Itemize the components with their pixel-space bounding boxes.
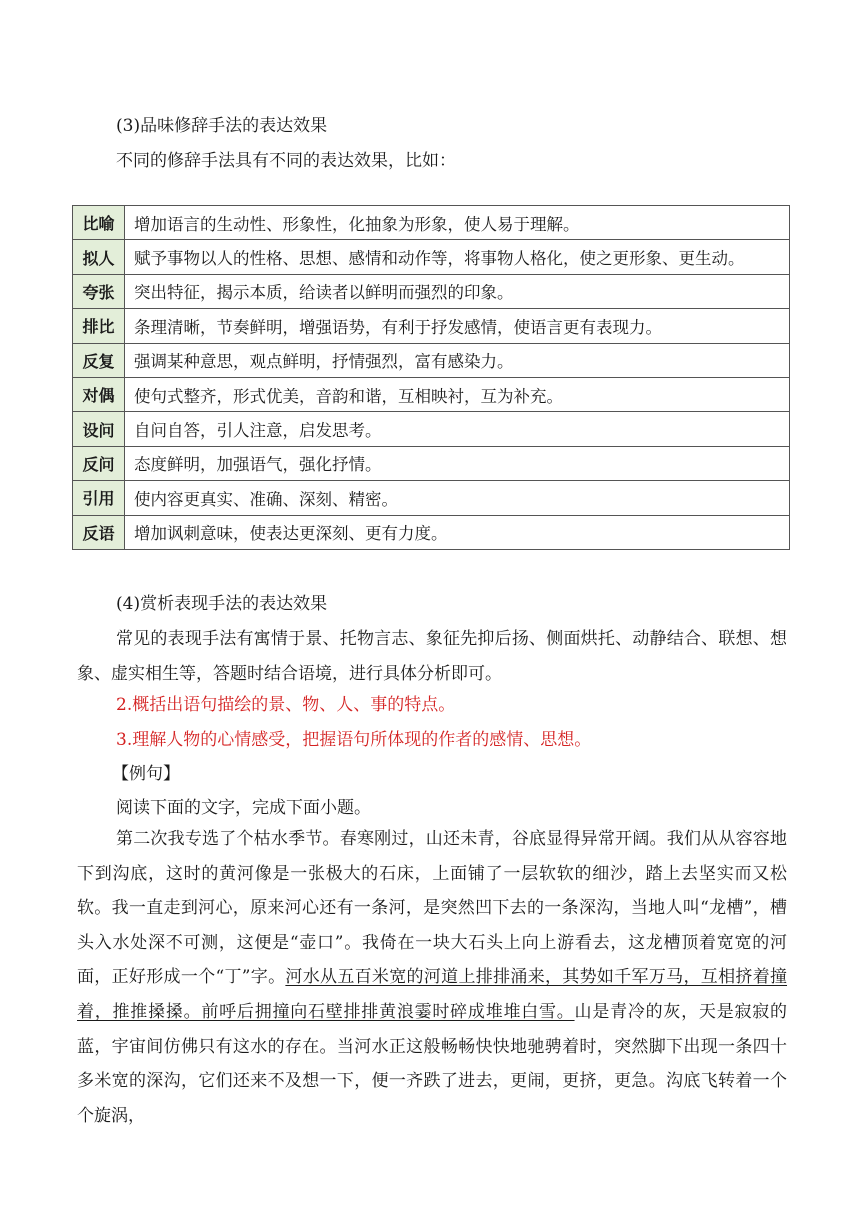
table-row: [73, 377, 790, 411]
effect-cell: 态度鲜明，加强语气，强化抒情。: [125, 446, 790, 480]
term-cell: 反问: [73, 446, 125, 480]
effect-cell: 赋予事物以人的性格、思想、感情和动作等，将事物人格化，使之更形象、更生动。: [125, 240, 790, 274]
table-row: [73, 515, 790, 549]
table-row: [73, 446, 790, 480]
example-instruction: 阅读下面的文字，完成下面小题。: [116, 798, 371, 818]
effect-cell: 强调某种意思，观点鲜明，抒情强烈，富有感染力。: [125, 343, 790, 377]
section4-heading: (4)赏析表现手法的表达效果: [116, 594, 328, 614]
effect-cell: 条理清晰，节奏鲜明，增强语势，有利于抒发感情，使语言更有表现力。: [125, 309, 790, 343]
term-cell: 反复: [73, 343, 125, 377]
section4-body: 常见的表现手法有寓情于景、托物言志、象征先抑后扬、侧面烘托、动静结合、联想、想象、虚实相生等，答题时结合语境，进行具体分析即可。: [77, 629, 787, 684]
term-cell: 反语: [73, 515, 125, 549]
point-3-text: 3.理解人物的心情感受，把握语句所体现的作者的感情、思想。: [116, 730, 592, 750]
effect-cell: 使句式整齐，形式优美，音韵和谐，互相映衬，互为补充。: [125, 377, 790, 411]
table-row: [73, 343, 790, 377]
table-row: [73, 412, 790, 446]
rhetoric-table: [72, 205, 790, 550]
example-label: 【例句】: [112, 764, 180, 784]
effect-cell: 增加讽刺意味，使表达更深刻、更有力度。: [125, 515, 790, 549]
section3-intro: 不同的修辞手法具有不同的表达效果，比如：: [116, 151, 456, 171]
passage-text-before: 第二次我专选了个枯水季节。春寒刚过，山还未青，谷底显得异常开阔。我们从从容容地下到沟底，这时的黄河像是一张极大的石床，上面铺了一层软软的细沙，踏上去坚实而又松软。我一直走到河心，原来河心还有一条河，是突然凹下去的一条深沟，当地人叫“龙槽”，槽头入水处深不可测，这便是“壶口”。我倚在一块大石头上向上游看去，这龙槽顶着宽宽的河面，正好形成一个“丁”字。: [77, 829, 787, 988]
passage-text-after: 山是青冷的灰，天是寂寂的蓝，宇宙间仿佛只有这水的存在。当河水正这般畅畅快快地驰骋着时，突然脚下出现一条四十多米宽的深沟，它们还来不及想一下，便一齐跌了进去，更闹，更挤，更急。沟底飞转着一个个旋涡，: [77, 1001, 788, 1126]
point-2-text: 2.概括出语句描绘的景、物、人、事的特点。: [116, 695, 456, 715]
term-cell: 夸张: [73, 274, 125, 308]
effect-cell: 突出特征，揭示本质，给读者以鲜明而强烈的印象。: [125, 274, 790, 308]
term-cell: 对偶: [73, 377, 125, 411]
term-cell: 设问: [73, 412, 125, 446]
term-cell: 拟人: [73, 240, 125, 274]
term-cell: 比喻: [73, 206, 125, 240]
table-row: [73, 206, 790, 240]
term-cell: 排比: [73, 309, 125, 343]
section3-heading: (3)品味修辞手法的表达效果: [116, 116, 328, 136]
table-row: [73, 240, 790, 274]
table-row: [73, 309, 790, 343]
effect-cell: 使内容更真实、准确、深刻、精密。: [125, 481, 790, 515]
term-cell: 引用: [73, 481, 125, 515]
example-passage: [77, 822, 787, 1133]
effect-cell: 自问自答，引人注意，启发思考。: [125, 412, 790, 446]
effect-cell: 增加语言的生动性、形象性，化抽象为形象，使人易于理解。: [125, 206, 790, 240]
passage-underlined-sentence: 河水从五百米宽的河道上排排涌来，其势如千军万马，互相挤着撞着，推推搡搡。前呼后拥撞向石壁排排黄浪霎时碎成堆堆白雪。: [77, 967, 788, 1022]
table-row: [73, 481, 790, 515]
table-row: [73, 274, 790, 308]
